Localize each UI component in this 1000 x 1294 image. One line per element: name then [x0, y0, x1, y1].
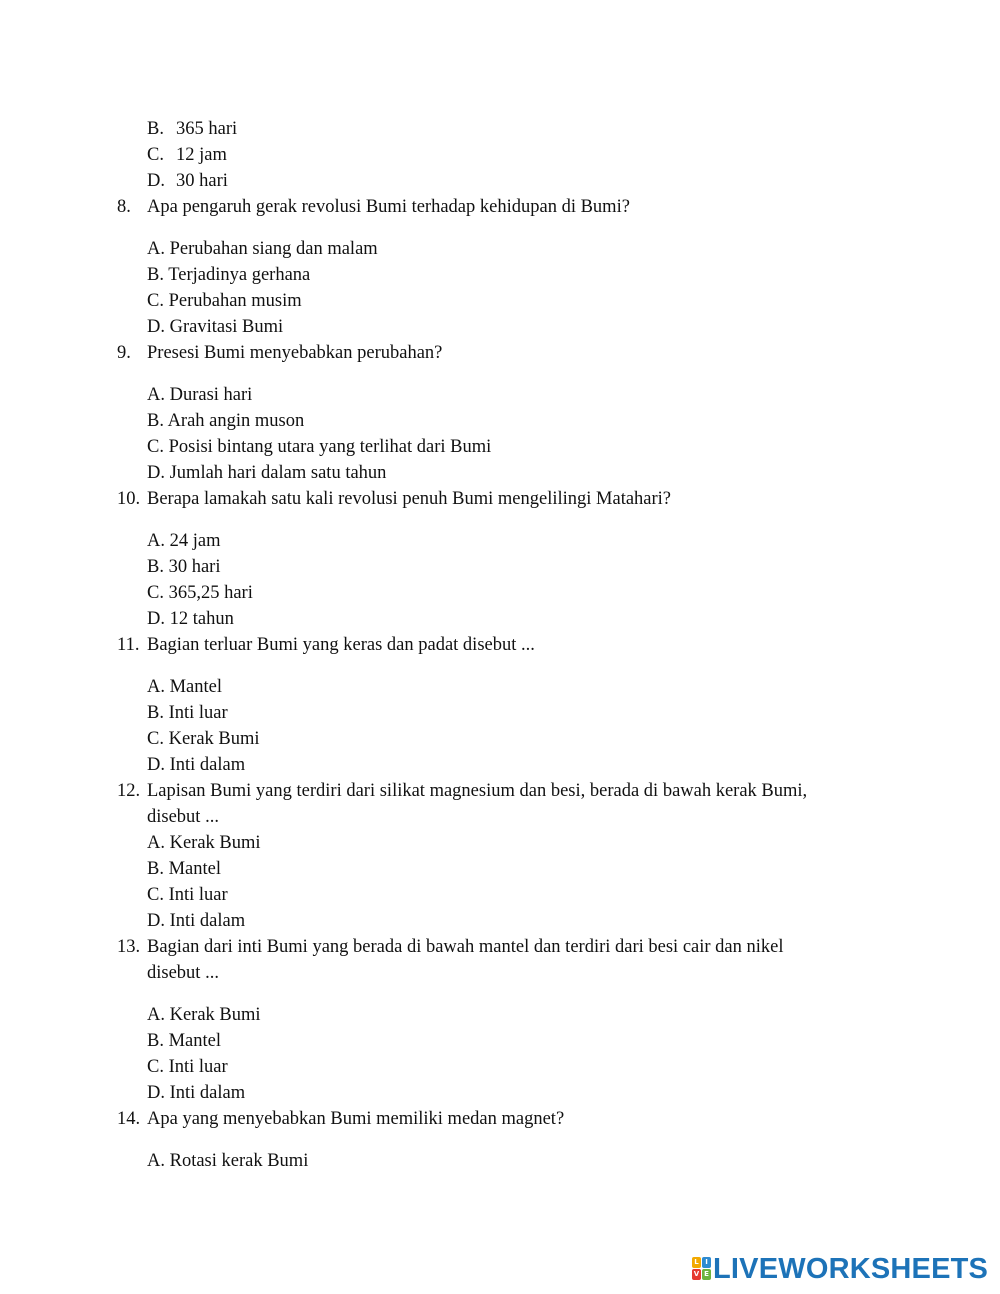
option-item: C. Kerak Bumi: [147, 729, 260, 749]
option-item: A. Durasi hari: [147, 385, 253, 405]
option-item: B. Arah angin muson: [147, 411, 305, 431]
question-text: Bagian terluar Bumi yang keras dan padat disebut ...: [147, 635, 535, 655]
option-item: D. Inti dalam: [147, 911, 246, 931]
question-text: Apa pengaruh gerak revolusi Bumi terhadap kehidupan di Bumi?: [147, 197, 630, 217]
question-number: 12.: [117, 781, 141, 801]
question-number: 8.: [117, 197, 131, 217]
option-item: D. 30 hari: [147, 171, 228, 191]
option-item: C. 365,25 hari: [147, 583, 253, 603]
option-item: A. Kerak Bumi: [147, 1005, 261, 1025]
question-number: 13.: [117, 937, 141, 957]
question-number: 11.: [117, 635, 140, 655]
question-number: 10.: [117, 489, 141, 509]
option-item: B. Mantel: [147, 859, 221, 879]
option-item: D. Jumlah hari dalam satu tahun: [147, 463, 387, 483]
question-text-continued: disebut ...: [147, 963, 219, 983]
option-item: A. Mantel: [147, 677, 223, 697]
logo-text: LIVEWORKSHEETS: [713, 1253, 989, 1285]
option-item: B. Inti luar: [147, 703, 228, 723]
question-text: Presesi Bumi menyebabkan perubahan?: [147, 343, 443, 363]
option-item: C. Perubahan musim: [147, 291, 302, 311]
option-item: C. 12 jam: [147, 145, 227, 165]
option-item: B. Terjadinya gerhana: [147, 265, 311, 285]
liveworksheets-logo: [692, 1255, 988, 1283]
option-item: B. 365 hari: [147, 119, 238, 139]
question-text: Berapa lamakah satu kali revolusi penuh Bumi mengelilingi Matahari?: [147, 489, 672, 509]
option-item: D. Inti dalam: [147, 1083, 246, 1103]
option-item: C. Inti luar: [147, 885, 228, 905]
question-text: Bagian dari inti Bumi yang berada di bawah mantel dan terdiri dari besi cair dan nikel: [147, 937, 784, 957]
question-text: Lapisan Bumi yang terdiri dari silikat magnesium dan besi, berada di bawah kerak Bumi,: [147, 781, 808, 801]
option-item: D. Inti dalam: [147, 755, 246, 775]
option-item: A. Perubahan siang dan malam: [147, 239, 378, 259]
option-item: D. Gravitasi Bumi: [147, 317, 284, 337]
option-item: A. Kerak Bumi: [147, 833, 261, 853]
option-item: C. Inti luar: [147, 1057, 228, 1077]
option-item: B. 30 hari: [147, 557, 221, 577]
question-text-continued: disebut ...: [147, 807, 219, 827]
question-text: Apa yang menyebabkan Bumi memiliki medan magnet?: [147, 1109, 565, 1129]
liveworksheets-logo-icon: L I V E: [692, 1257, 711, 1281]
option-item: A. 24 jam: [147, 531, 221, 551]
question-number: 9.: [117, 343, 131, 363]
option-item: D. 12 tahun: [147, 609, 234, 629]
option-item: C. Posisi bintang utara yang terlihat dari Bumi: [147, 437, 492, 457]
question-number: 14.: [117, 1109, 141, 1129]
option-item: B. Mantel: [147, 1031, 221, 1051]
option-item: A. Rotasi kerak Bumi: [147, 1151, 309, 1171]
